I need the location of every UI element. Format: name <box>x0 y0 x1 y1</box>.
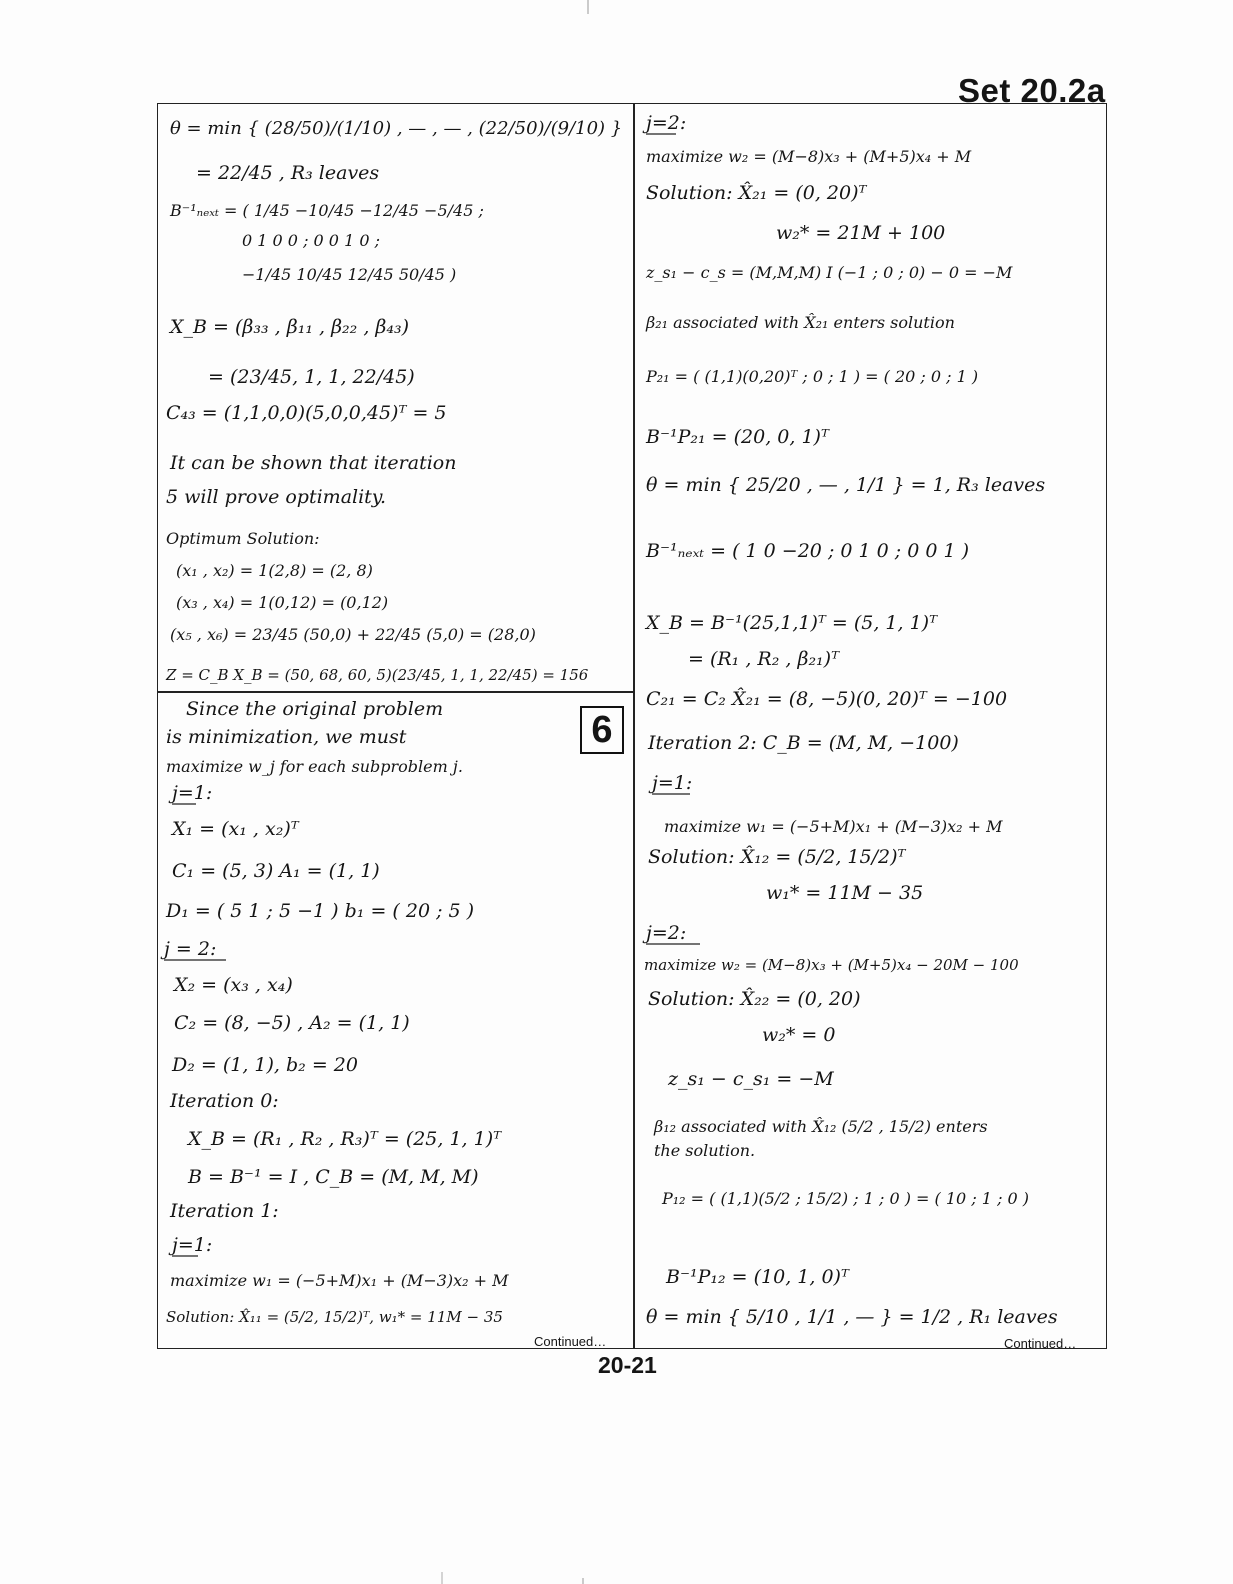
handwritten-line: Iteration 0: <box>170 1090 279 1112</box>
handwritten-line: Since the original problem <box>186 698 444 720</box>
handwritten-line: maximize w₁ = (−5+M)x₁ + (M−3)x₂ + M <box>664 817 1003 836</box>
handwritten-line: C₂₁ = C₂ X̂₂₁ = (8, −5)(0, 20)ᵀ = −100 <box>646 688 1008 710</box>
handwritten-line: θ = min { 5/10 , 1/1 , — } = 1/2 , R₁ leaves <box>646 1306 1058 1328</box>
handwritten-line: D₂ = (1, 1), b₂ = 20 <box>172 1054 358 1076</box>
handwritten-line: Iteration 2: C_B = (M, M, −100) <box>648 732 959 754</box>
handwritten-line: X₂ = (x₃ , x₄) <box>174 974 293 996</box>
handwritten-line: X₁ = (x₁ , x₂)ᵀ <box>172 818 299 840</box>
continued-right: Continued… <box>1004 1336 1077 1351</box>
problem-number-badge: 6 <box>580 706 624 754</box>
handwritten-line: (x₃ , x₄) = 1(0,12) = (0,12) <box>176 593 389 612</box>
handwritten-line: B⁻¹ₙₑₓₜ = ( 1/45 −10/45 −12/45 −5/45 ; <box>170 201 484 220</box>
handwritten-line: C₂ = (8, −5) , A₂ = (1, 1) <box>174 1012 410 1034</box>
handwritten-line: X_B = B⁻¹(25,1,1)ᵀ = (5, 1, 1)ᵀ <box>646 612 938 634</box>
handwritten-line: = 22/45 , R₃ leaves <box>196 162 380 184</box>
handwritten-line: Optimum Solution: <box>166 529 320 548</box>
handwritten-line: j = 2: <box>164 938 217 960</box>
handwritten-line: w₂* = 21M + 100 <box>776 222 946 244</box>
handwritten-line: maximize w₁ = (−5+M)x₁ + (M−3)x₂ + M <box>170 1271 509 1290</box>
handwritten-line: C₁ = (5, 3) A₁ = (1, 1) <box>172 860 380 882</box>
handwritten-line: 0 1 0 0 ; 0 0 1 0 ; <box>242 231 380 250</box>
handwritten-line: θ = min { 25/20 , — , 1/1 } = 1, R₃ leaves <box>646 474 1046 496</box>
handwritten-line: z_s₁ − c_s = (M,M,M) I (−1 ; 0 ; 0) − 0 = −M <box>646 263 1013 282</box>
handwritten-line: w₁* = 11M − 35 <box>766 882 924 904</box>
handwritten-line: β₁₂ associated with X̂₁₂ (5/2 , 15/2) enters <box>654 1117 988 1136</box>
handwritten-line: X_B = (β₃₃ , β₁₁ , β₂₂ , β₄₃) <box>170 316 410 338</box>
handwritten-line: (x₁ , x₂) = 1(2,8) = (2, 8) <box>176 561 373 580</box>
handwritten-line: Solution: X̂₁₁ = (5/2, 15/2)ᵀ, w₁* = 11M − 35 <box>166 1308 503 1326</box>
handwritten-line: Solution: X̂₁₂ = (5/2, 15/2)ᵀ <box>648 846 906 868</box>
handwritten-line: maximize w_j for each subproblem j. <box>166 757 463 776</box>
handwritten-line: maximize w₂ = (M−8)x₃ + (M+5)x₄ + M <box>646 147 972 166</box>
set-title: Set 20.2a <box>958 72 1106 109</box>
handwritten-line: j=1: <box>172 782 213 804</box>
handwritten-line: z_s₁ − c_s₁ = −M <box>668 1068 834 1090</box>
handwritten-line: Iteration 1: <box>170 1200 279 1222</box>
handwritten-line: B⁻¹ₙₑₓₜ = ( 1 0 −20 ; 0 1 0 ; 0 0 1 ) <box>646 540 969 562</box>
handwritten-line: β₂₁ associated with X̂₂₁ enters solution <box>646 313 955 332</box>
handwritten-line: maximize w₂ = (M−8)x₃ + (M+5)x₄ − 20M − 100 <box>644 956 1019 974</box>
handwritten-line: the solution. <box>654 1141 756 1160</box>
handwritten-line: P₂₁ = ( (1,1)(0,20)ᵀ ; 0 ; 1 ) = ( 20 ; 0 ; 1 ) <box>646 367 979 386</box>
handwritten-line: It can be shown that iteration <box>170 452 457 474</box>
handwritten-line: −1/45 10/45 12/45 50/45 ) <box>242 265 457 284</box>
handwritten-line: = (R₁ , R₂ , β₂₁)ᵀ <box>688 648 840 670</box>
handwritten-line: w₂* = 0 <box>762 1024 836 1046</box>
handwritten-line: (x₅ , x₆) = 23/45 (50,0) + 22/45 (5,0) = (28,0) <box>170 625 536 644</box>
handwritten-line: B⁻¹P₂₁ = (20, 0, 1)ᵀ <box>646 426 829 448</box>
handwritten-line: j=1: <box>172 1234 213 1256</box>
handwritten-line: D₁ = ( 5 1 ; 5 −1 ) b₁ = ( 20 ; 5 ) <box>166 900 475 922</box>
handwritten-line: j=2: <box>646 112 687 134</box>
handwritten-line: = (23/45, 1, 1, 22/45) <box>208 366 415 388</box>
handwritten-line: Solution: X̂₂₁ = (0, 20)ᵀ <box>646 182 867 204</box>
handwritten-line: θ = min { (28/50)/(1/10) , — , — , (22/50)/(9/10) } <box>170 118 623 139</box>
continued-left: Continued… <box>534 1334 607 1349</box>
handwritten-line: B⁻¹P₁₂ = (10, 1, 0)ᵀ <box>666 1266 849 1288</box>
handwritten-line: C₄₃ = (1,1,0,0)(5,0,0,45)ᵀ = 5 <box>166 402 447 424</box>
handwritten-line: Z = C_B X_B = (50, 68, 60, 5)(23/45, 1, 1, 22/45) = 156 <box>166 666 589 684</box>
handwritten-line: j=2: <box>646 922 687 944</box>
handwritten-line: is minimization, we must <box>166 726 407 748</box>
page-number: 20-21 <box>598 1352 657 1378</box>
handwritten-line: X_B = (R₁ , R₂ , R₃)ᵀ = (25, 1, 1)ᵀ <box>188 1128 502 1150</box>
handwritten-line: B = B⁻¹ = I , C_B = (M, M, M) <box>188 1166 479 1188</box>
handwritten-line: Solution: X̂₂₂ = (0, 20) <box>648 988 861 1010</box>
handwritten-line: 5 will prove optimality. <box>166 486 387 508</box>
handwritten-line: j=1: <box>652 772 693 794</box>
handwritten-line: P₁₂ = ( (1,1)(5/2 ; 15/2) ; 1 ; 0 ) = ( 10 ; 1 ; 0 ) <box>662 1189 1030 1208</box>
